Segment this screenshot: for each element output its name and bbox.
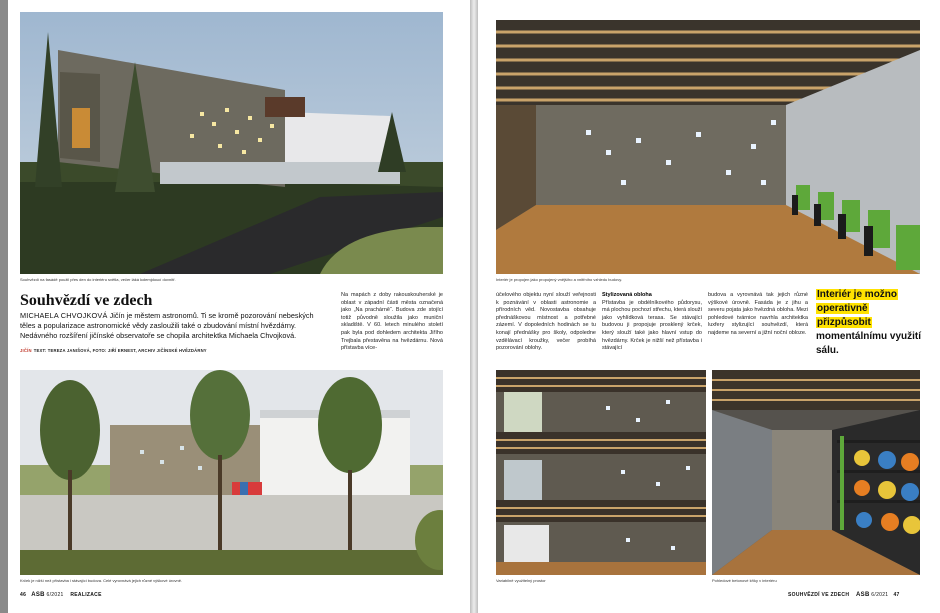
variable-caption: Variabilně využitelný prostor bbox=[496, 578, 546, 583]
credits-text: TEXT: TEREZA JANIŠOVÁ, FOTO: JIŘÍ ERNEST, ARCHIV JIČÍNSKÉ HVĚZDÁRNY bbox=[33, 348, 207, 353]
author-name: MICHAELA CHVOJKOVÁ bbox=[20, 311, 108, 320]
right-text-column-1: účelového objektu nyní slouží veřejnosti k poznávání v oblasti astronomie a přírodních věd. Novostavba obsahuje přednáškovou místnost a potřebné zázemí. V dopoledních hodinách se tu konají přednášky pro školy, odpoledne vzdělávací kroužky, večer probíhá pozorování oblohy. bbox=[496, 292, 596, 352]
pull-rest: momentálnímu využití sálu. bbox=[816, 331, 922, 356]
hero-caption: Souhvězdí na fasádě použil přes den do interiéru světla, večer láká kolemjdoucí dovnitř. bbox=[20, 277, 176, 282]
left-footer bbox=[20, 592, 102, 598]
right-text-column-3: budova a vyrovnává tak jejich různé výškové úrovně. Fasáda je z jihu a severu pojata jako hvězdná obloha. Mezi pohledové tvárnice navrhla architektka luxfery stylizující souhvězdí, která najdeme na severní a jižní noční obloze. bbox=[708, 292, 808, 336]
left-text-column: Na mapách z doby rakouskouherské je oblast v západní části města označená jako „Na prachárně“. Budova zde stojící totiž původně sloužila jako muniční skladiště. V 60. letech minulého století pak byla pod dohledem architekta Jiřího Trejbala přestavěna na hvězdárnu. Nová přístavba více- bbox=[341, 292, 443, 352]
exterior-photo bbox=[20, 370, 443, 575]
subheading: Stylizovaná obloha bbox=[602, 292, 652, 298]
pull-quote bbox=[816, 288, 931, 358]
article-title: Souhvězdí ve zdech bbox=[20, 292, 153, 309]
lead-text: Jičín je městem astronomů. Ti se kromě pozorování nebeských těles a popularizace astronomické vědy zasloužili také o zbudování místní hvězdárny. Nedávného rozšíření jičínské observatoře se chopila architektka Michaela Chvojková. bbox=[20, 311, 314, 341]
interior-caption: Interiér je propojen jako propojený vnějšího a vnitřního vzhledu budovy. bbox=[496, 277, 623, 282]
article-lead bbox=[20, 311, 325, 342]
left-page bbox=[8, 0, 470, 613]
place-label: JIČÍN bbox=[20, 348, 32, 353]
gutter bbox=[470, 0, 478, 613]
left-page-number: 46 bbox=[20, 592, 27, 598]
credits-line bbox=[20, 348, 207, 353]
variable-space-photo bbox=[496, 370, 706, 575]
pull-highlight-2: operativně bbox=[817, 303, 868, 314]
pull-highlight-3: přizpůsobit bbox=[817, 317, 871, 328]
right-text-column-2 bbox=[602, 292, 702, 353]
issue-number-right: 6/2021 bbox=[871, 592, 889, 598]
right-page-number: 47 bbox=[893, 592, 900, 598]
exterior-caption: Krček je nižší než přístavba i stávající budova. Celé vyrovnává jejich různé výškové úrovně. bbox=[20, 578, 183, 583]
issue-number: 6/2021 bbox=[46, 592, 64, 598]
hero-photo bbox=[20, 12, 443, 274]
running-head: SOUHVĚZDÍ VE ZDECH bbox=[788, 592, 850, 598]
subheading-text: Přístavba je obdélníkového půdorysu, má plochou pochozí střechu, která slouží jako vyhlídková terasa. Se stávající budovou ji propojuje prosklený krček, který slouží také jako hlavní vstup do hvězdárny. Krček je nižší než přístavba i stávající bbox=[602, 299, 702, 352]
corridor-caption: Pohledové betonové kříky v interiéru bbox=[712, 578, 777, 583]
right-footer bbox=[788, 592, 900, 598]
pull-highlight-1: Interiér je možno bbox=[817, 289, 898, 300]
interior-photo bbox=[496, 20, 920, 274]
asb-logo: ASB bbox=[31, 592, 45, 598]
corridor-photo bbox=[712, 370, 920, 575]
section-label: REALIZACE bbox=[70, 592, 102, 598]
asb-logo-right: ASB bbox=[856, 592, 870, 598]
right-page bbox=[478, 0, 940, 613]
